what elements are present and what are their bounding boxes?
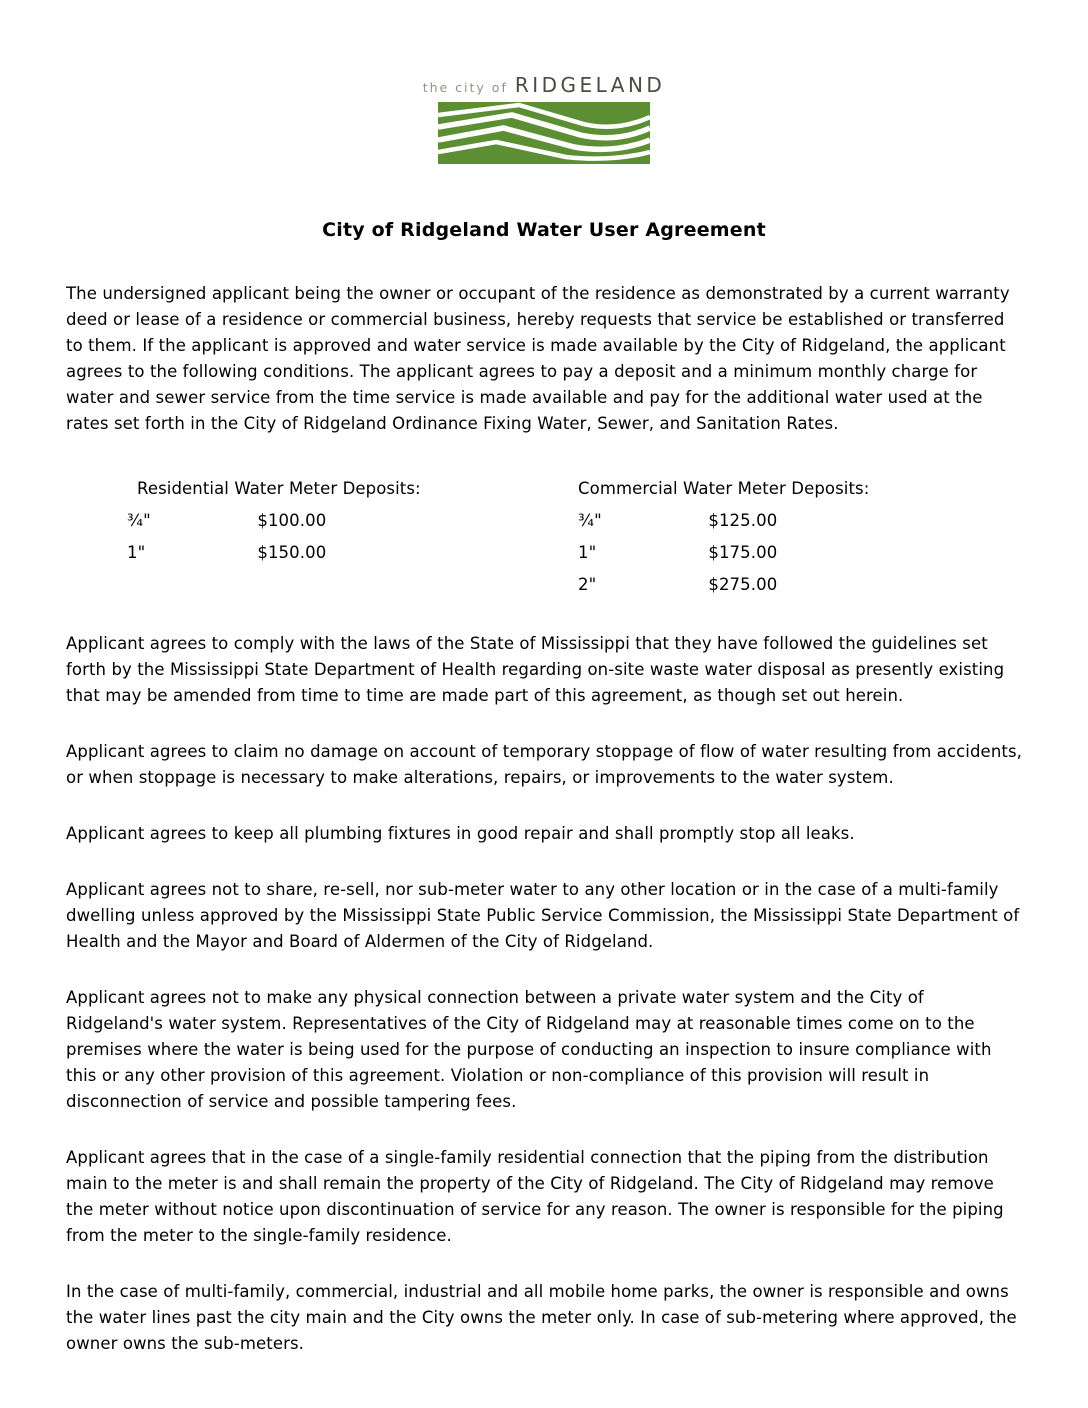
city-of-ridgeland-logo (422, 0, 666, 164)
meter-size-cell: ¾" (578, 511, 602, 530)
paragraph-multi-family: In the case of multi-family, commercial, industrial and all mobile home parks, the owner is responsible and owns the water lines past the city main and the City owns the meter only. In case of sub-metering where approved, the owner owns the sub-meters. (66, 1282, 1017, 1353)
commercial-deposits-header: Commercial Water Meter Deposits: (578, 479, 870, 498)
deposit-amount-cell: $275.00 (708, 575, 778, 594)
meter-size-cell: 1" (127, 543, 146, 562)
agreement-body (66, 281, 1022, 1357)
meter-size-cell: 2" (578, 575, 597, 594)
paragraph-piping: Applicant agrees that in the case of a single-family residential connection that the piping from the distribution main to the meter is and shall remain the property of the City of Ridgeland. The City of Ridgeland may remove the meter without notice upon discontinuation of service for any reason. The owner is responsible for the piping from the meter to the single-family residence. (66, 1148, 1004, 1245)
paragraph-intro: The undersigned applicant being the owner or occupant of the residence as demonstrated by a current warranty deed or lease of a residence or commercial business, hereby requests that service be established or transferred to them. If the applicant is approved and water service is made available by the City of Ridgeland, the applicant agrees to the following conditions. The applicant agrees to pay a deposit and a minimum monthly charge for water and sewer service from the time service is made available and pay for the additional water used at the rates set forth in the City of Ridgeland Ordinance Fixing Water, Sewer, and Sanitation Rates. (66, 284, 1010, 433)
table-row (578, 569, 869, 601)
paragraph-connection: Applicant agrees not to make any physical connection between a private water system and the City of Ridgeland's water system. Representatives of the City of Ridgeland may at reasonable times come on to the premises where the water is being used for the purpose of conducting an inspection to insure compliance with this or any other provision of this agreement. Violation or non-compliance of this provision will result in disconnection of service and possible tampering fees. (66, 988, 992, 1111)
meter-size-cell: ¾" (127, 511, 151, 530)
deposit-amount-cell: $150.00 (257, 543, 327, 562)
logo-prefix-text: the city of (422, 80, 508, 95)
deposit-amount-cell: $175.00 (708, 543, 778, 562)
ridgeland-ridges-icon (438, 102, 650, 164)
paragraph-sharing: Applicant agrees not to share, re-sell, nor sub-meter water to any other location or in the case of a multi-family dwelling unless approved by the Mississippi State Public Service Commission, the Mississippi State Department of Health and the Mayor and Board of Aldermen of the City of Ridgeland. (66, 880, 1020, 951)
deposits-section (66, 473, 1022, 601)
paragraph-plumbing: Applicant agrees to keep all plumbing fixtures in good repair and shall promptly stop all leaks. (66, 824, 855, 843)
logo-name-text: RIDGELAND (514, 73, 666, 97)
paragraph-stoppage: Applicant agrees to claim no damage on account of temporary stoppage of flow of water resulting from accidents, or when stoppage is necessary to make alterations, repairs, or improvements to the water system. (66, 742, 1022, 787)
residential-deposits-header: Residential Water Meter Deposits: (137, 479, 421, 498)
table-row (578, 505, 869, 537)
deposit-amount-cell: $100.00 (257, 511, 327, 530)
page-title: City of Ridgeland Water User Agreement (322, 219, 766, 241)
residential-deposits-table (127, 473, 472, 601)
meter-size-cell: 1" (578, 543, 597, 562)
deposit-amount-cell: $125.00 (708, 511, 778, 530)
table-row (578, 537, 869, 569)
logo-wordmark (422, 73, 666, 97)
paragraph-compliance: Applicant agrees to comply with the laws of the State of Mississippi that they have followed the guidelines set forth by the Mississippi State Department of Health regarding on-site waste water disposal as presently existing that may be amended from time to time are made part of this agreement, as though set out herein. (66, 634, 1005, 705)
table-row (127, 537, 472, 569)
table-row (127, 505, 472, 537)
commercial-deposits-table (578, 473, 869, 601)
